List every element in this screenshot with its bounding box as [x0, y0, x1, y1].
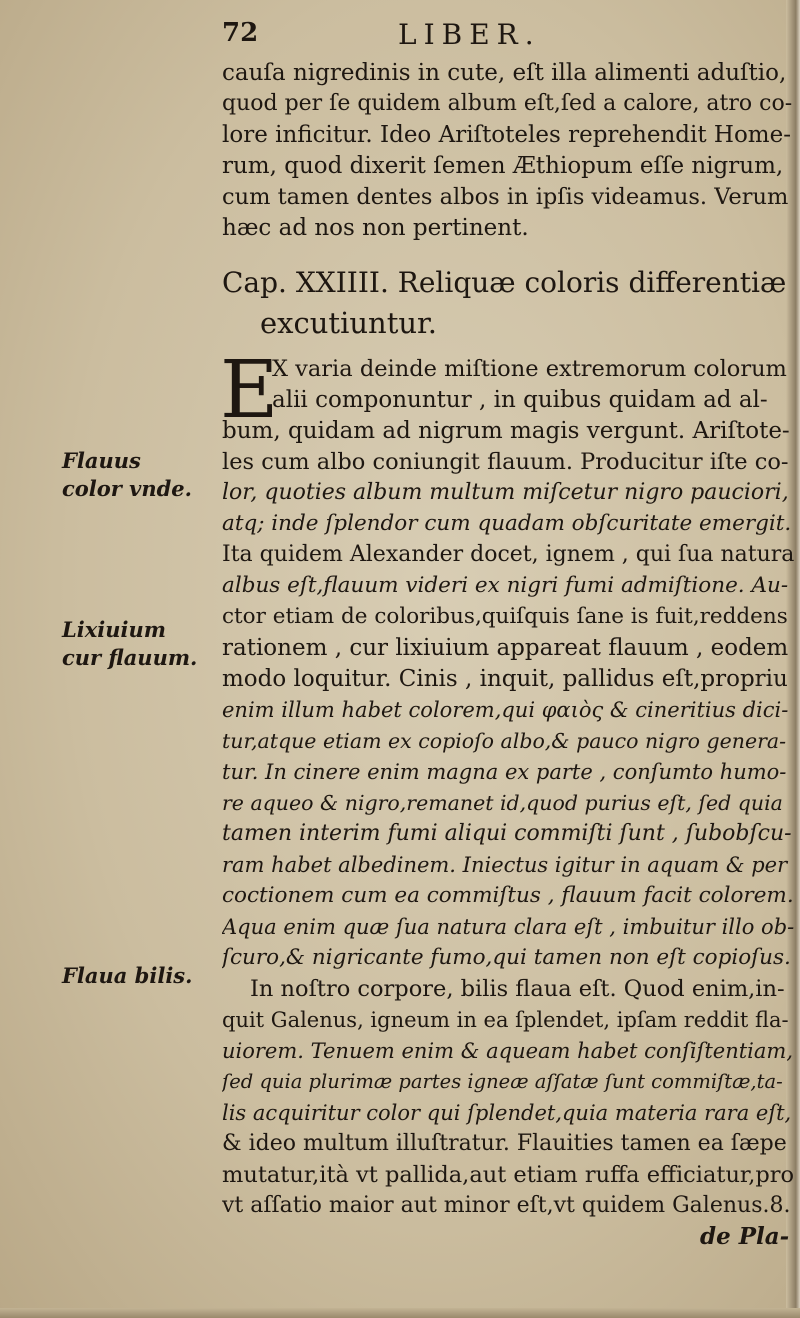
text-line: rum, quod dixerit ſemen Æthiopum eſſe nigrum, [222, 153, 784, 179]
text-line: & ideo multum illuſtratur. Flauities tamen ea ſæpe [222, 1131, 787, 1156]
page-bottom-edge [0, 1308, 800, 1318]
text-line: Ita quidem Alexander docet, ignem , qui ſua natura [222, 542, 794, 567]
text-line: In noſtro corpore, bilis flaua eſt. Quod enim,in- [250, 976, 785, 1002]
chapter-title-continued: excutiuntur. [260, 306, 437, 340]
margin-note-lixiuium [62, 616, 212, 672]
text-line: tur. In cinere enim magna ex parte , conſumto humo- [222, 760, 787, 784]
margin-note-line: Lixiuium [62, 617, 166, 642]
text-line: coctionem cum ea commiſtus , flauum facit colorem. [222, 883, 794, 908]
text-line: Aqua enim quæ ſua natura clara eſt , imbuitur illo ob- [222, 915, 794, 939]
margin-note-line: Flauus [62, 448, 141, 473]
margin-note-flaua-bilis [62, 962, 212, 990]
margin-note-flauus [62, 447, 212, 503]
text-line: quod per ſe quidem album eſt,ſed a calore, atro co- [222, 91, 793, 116]
text-line: les cum albo coniungit flauum. Producitur iſte co- [222, 449, 789, 475]
drop-cap: E [220, 343, 279, 436]
text-line: modo loquitur. Cinis , inquit, pallidus eſt,propriu [222, 666, 788, 692]
text-line: bum, quidam ad nigrum magis vergunt. Ariſtote- [222, 418, 790, 444]
text-line: re aqueo & nigro,remanet id,quod purius eſt, ſed quia [222, 791, 783, 815]
text-line: mutatur,ità vt pallida,aut etiam ruffa efficiatur,pro [222, 1162, 794, 1188]
text-line: cum tamen dentes albos in ipſis videamus. Verum [222, 184, 789, 210]
text-line: lor, quoties album multum miſcetur nigro pauciori, [222, 480, 789, 505]
page-header [0, 18, 800, 58]
text-line: tur,atque etiam ex copioſo albo,& pauco nigro genera- [222, 729, 787, 753]
text-line: albus eſt,flauum videri ex nigri fumi admiſtione. Au- [222, 573, 789, 598]
text-line: ctor etiam de coloribus,quiſquis ſane is fuit,reddens [222, 604, 788, 629]
text-line: tamen interim fumi aliqui commiſti ſunt , ſubobſcu- [222, 821, 792, 846]
text-line: ram habet albedinem. Iniectus igitur in aquam & per [222, 853, 788, 877]
text-line: vt aſſatio maior aut minor eſt,vt quidem Galenus.8. [222, 1193, 791, 1218]
text-line: ſcuro,& nigricante fumo,qui tamen non eſt copioſus. [222, 945, 791, 970]
text-line: ſed quia plurimæ partes igneæ aſſatæ ſunt commiſtæ,ta- [222, 1070, 783, 1093]
chapter-title: Cap. XXIIII. Reliquæ coloris differentiæ [222, 266, 787, 299]
catchword: de Pla- [700, 1223, 790, 1250]
running-title: LIBER. [398, 18, 541, 51]
text-line: X varia deinde miſtione extremorum colorum [272, 356, 787, 382]
text-line: hæc ad nos non pertinent. [222, 215, 529, 241]
text-line: atq; inde ſplendor cum quadam obſcuritate emergit. [222, 511, 792, 536]
text-line: uiorem. Tenuem enim & aqueam habet conſiſtentiam, [222, 1039, 794, 1063]
text-line: quit Galenus, igneum in ea ſplendet, ipſam reddit fla- [222, 1008, 789, 1032]
margin-note-line: color vnde. [62, 476, 192, 501]
text-line: rationem , cur lixiuium appareat flauum , eodem [222, 635, 789, 661]
text-line: lore inficitur. Ideo Ariſtoteles reprehendit Home- [222, 122, 791, 148]
text-line: enim illum habet colorem,qui φαιὸς & cineritius dici- [222, 698, 789, 722]
page-number: 72 [222, 18, 259, 48]
text-line: cauſa nigredinis in cute, eſt illa alimenti aduſtio, [222, 60, 787, 86]
text-line: alii componuntur , in quibus quidam ad al- [272, 387, 768, 413]
text-line: lis acquiritur color qui ſplendet,quia materia rara eſt, [222, 1101, 792, 1125]
margin-note-line: cur flauum. [62, 645, 198, 670]
margin-note-line: Flaua bilis. [62, 963, 193, 988]
